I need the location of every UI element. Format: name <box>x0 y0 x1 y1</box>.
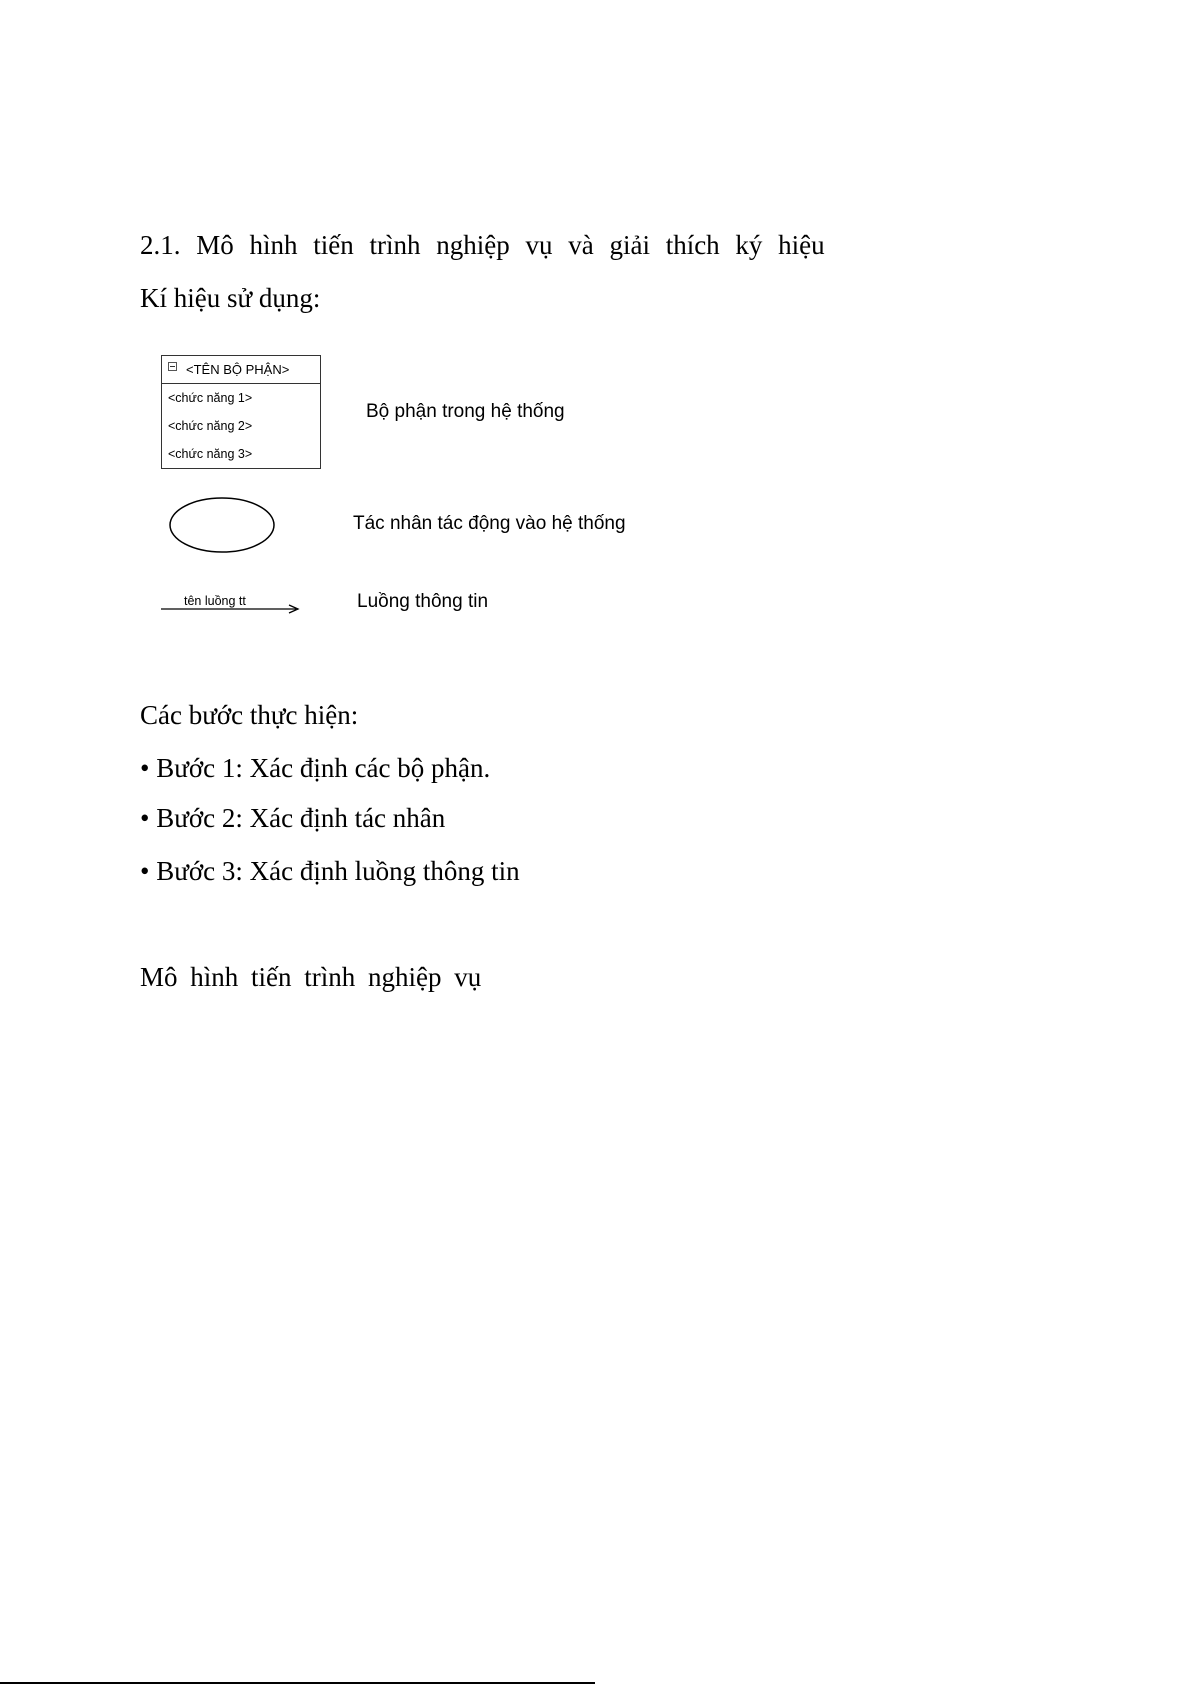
department-box-header <box>162 356 320 384</box>
section-heading: 2.1. Mô hình tiến trình nghiệp vụ và giải thích ký hiệu <box>140 230 825 260</box>
flow-arrow-label: tên luồng tt <box>184 594 246 608</box>
legend-title: Kí hiệu sử dụng: <box>140 283 321 313</box>
department-description: Bộ phận trong hệ thống <box>366 401 565 422</box>
actor-description: Tác nhân tác động vào hệ thống <box>353 513 626 534</box>
step-item: • Bước 3: Xác định luồng thông tin <box>140 856 520 886</box>
department-box-symbol <box>161 355 321 469</box>
department-function-1: <chức năng 1> <box>168 391 253 405</box>
step-item: • Bước 1: Xác định các bộ phận. <box>140 753 491 783</box>
collapse-icon <box>168 362 177 371</box>
department-function-3: <chức năng 3> <box>168 447 253 461</box>
actor-ellipse-symbol <box>168 495 276 560</box>
department-header-text: <TÊN BỘ PHẬN> <box>186 362 290 377</box>
flow-description: Luồng thông tin <box>357 591 489 612</box>
steps-title: Các bước thực hiện: <box>140 700 359 730</box>
department-function-2: <chức năng 2> <box>168 419 253 433</box>
ellipse-icon <box>168 495 276 555</box>
model-title: Mô hình tiến trình nghiệp vụ <box>140 962 482 992</box>
footnote-divider <box>0 1682 595 1684</box>
step-item: • Bước 2: Xác định tác nhân <box>140 803 446 833</box>
